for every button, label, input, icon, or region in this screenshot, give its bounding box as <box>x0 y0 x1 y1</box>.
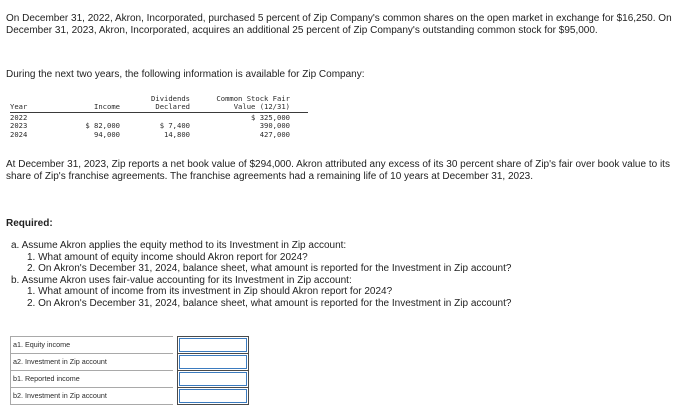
requirement-a2: 2. On Akron's December 31, 2024, balance sheet, what amount is reported for the Investment in Zip account? <box>27 263 512 275</box>
header-dividends <box>120 95 190 112</box>
answer-input-cell <box>178 371 249 388</box>
answer-table <box>10 336 249 405</box>
requirement-b2: 2. On Akron's December 31, 2024, balance sheet, what amount is reported for the Investment in Zip account? <box>27 297 512 309</box>
answer-input-cell <box>178 337 249 354</box>
header-year: Year <box>10 95 62 112</box>
intro-paragraph: On December 31, 2022, Akron, Incorporated, purchased 5 percent of Zip Company's common shares on the open market in exchange for $16,250. On December 31, 2023, Akron, Incorporated, acquires an additional 25 percent of Zip Company's outstanding common stock for $95,000. <box>6 13 672 36</box>
requirement-b: b. Assume Akron uses fair-value accounting for its Investment in Zip account: <box>11 274 352 286</box>
header-fair-value <box>190 95 308 112</box>
requirement-a1: 1. What amount of equity income should Akron report for 2024? <box>27 251 308 263</box>
answer-row <box>11 337 249 354</box>
answer-row <box>11 354 249 371</box>
answer-label-a2: a2. Investment in Zip account <box>11 354 174 371</box>
requirement-b1: 1. What amount of income from its investment in Zip should Akron report for 2024? <box>27 286 393 298</box>
cell-income: 94,000 <box>94 129 120 139</box>
cell-year: 2022 <box>10 112 28 122</box>
requirements-list <box>11 240 511 310</box>
equity-income-input[interactable] <box>179 338 247 352</box>
info-lead-paragraph: During the next two years, the following information is available for Zip Company: <box>6 69 365 80</box>
answer-row <box>11 371 249 388</box>
book-value-paragraph: At December 31, 2023, Zip reports a net book value of $294,000. Akron attributed any excess of its 30 percent share of Zip's fair over book value to its share of Zip's franchise agreements. The franchise agreements had a remaining life of 10 years at December 31, 2023. <box>6 159 670 182</box>
cell-fair-value: 427,000 <box>259 129 290 139</box>
reported-income-input[interactable] <box>179 372 247 386</box>
table-row <box>10 131 308 139</box>
required-heading: Required: <box>6 218 53 229</box>
header-dividends-line2: Declared <box>155 102 190 112</box>
investment-equity-input[interactable] <box>179 355 247 369</box>
cell-dividends: 14,800 <box>164 129 190 139</box>
zip-company-info-table <box>10 95 308 139</box>
cell-income: $ 82,000 <box>85 121 120 131</box>
requirement-a: a. Assume Akron applies the equity method to its Investment in Zip account: <box>11 240 347 251</box>
investment-fair-value-input[interactable] <box>179 389 247 403</box>
header-fair-value-line1: Common Stock Fair <box>216 94 290 103</box>
cell-year: 2023 <box>10 121 28 131</box>
header-dividends-line1: Dividends <box>151 94 190 103</box>
answer-input-cell <box>178 354 249 371</box>
answer-label-b1: b1. Reported income <box>11 371 174 388</box>
answer-input-cell <box>178 388 249 405</box>
answer-label-b2: b2. Investment in Zip account <box>11 388 174 405</box>
cell-fair-value: 390,000 <box>259 121 290 131</box>
cell-fair-value: $ 325,000 <box>251 112 290 122</box>
header-income: Income <box>62 95 120 112</box>
cell-dividends: $ 7,400 <box>159 121 190 131</box>
header-fair-value-line2: Value (12/31) <box>233 102 290 112</box>
answer-label-a1: a1. Equity income <box>11 337 174 354</box>
answer-row <box>11 388 249 405</box>
cell-year: 2024 <box>10 129 28 139</box>
